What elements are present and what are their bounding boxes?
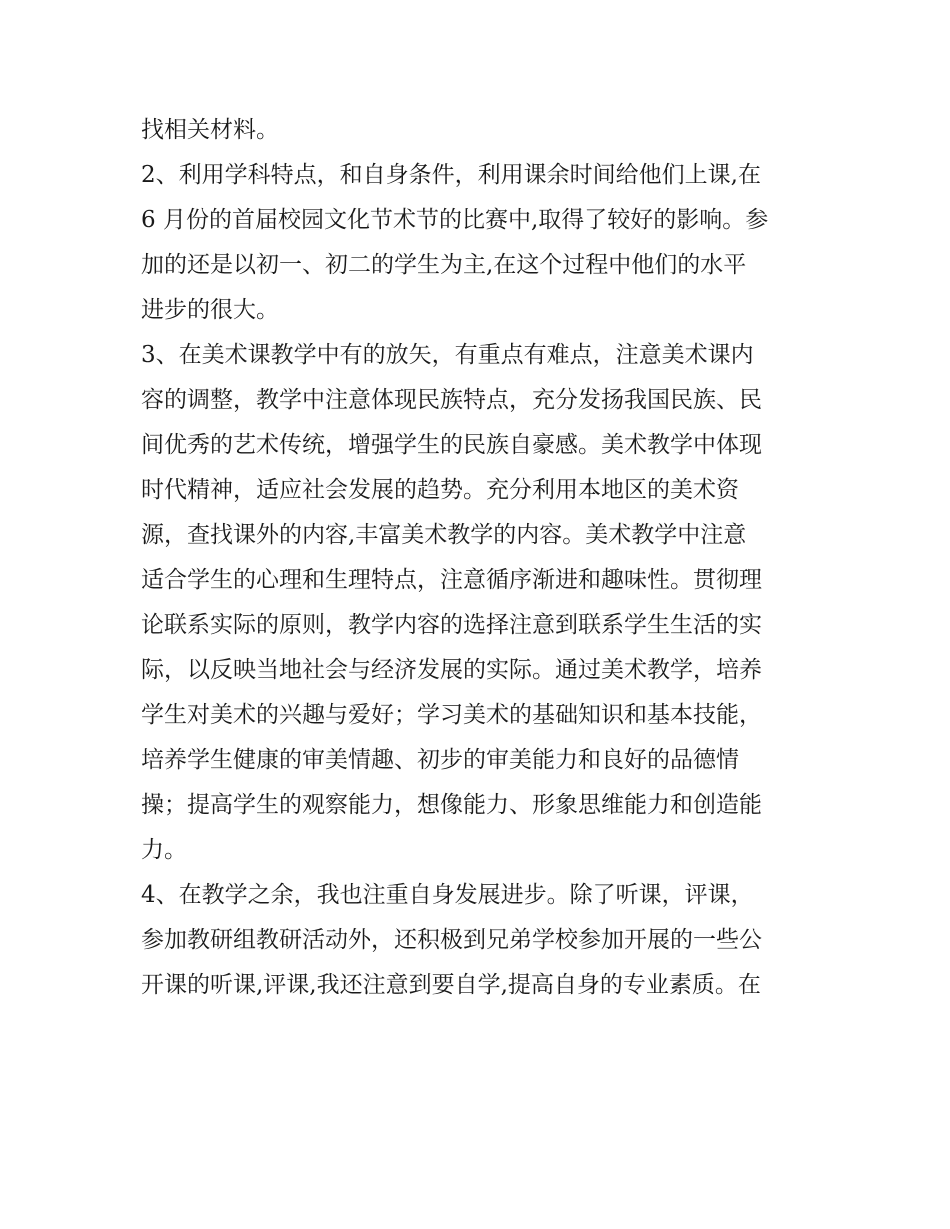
text-line: 时代精神，适应社会发展的趋势。充分利用本地区的美术资 — [141, 477, 739, 503]
text-line: 参加教研组教研活动外，还积极到兄弟学校参加开展的一些公 — [141, 927, 762, 953]
text-line: 找相关材料。 — [141, 117, 279, 143]
text-line: 培养学生健康的审美情趣、初步的审美能力和良好的品德情 — [141, 747, 739, 773]
text-line: 论联系实际的原则，教学内容的选择注意到联系学生生活的实 — [141, 612, 762, 638]
text-line: 6 月份的首届校园文化节术节的比赛中,取得了较好的影响。参 — [141, 207, 769, 233]
text-line: 4、在教学之余，我也注重自身发展进步。除了听课，评课， — [141, 882, 754, 908]
text-line: 源，查找课外的内容,丰富美术教学的内容。美术教学中注意 — [141, 522, 747, 548]
text-line: 间优秀的艺术传统，增强学生的民族自豪感。美术教学中体现 — [141, 432, 762, 458]
text-line: 进步的很大。 — [141, 297, 279, 323]
text-line: 力。 — [141, 837, 187, 863]
text-line: 际，以反映当地社会与经济发展的实际。通过美术教学，培养 — [141, 657, 762, 683]
text-line: 加的还是以初一、初二的学生为主,在这个过程中他们的水平 — [141, 252, 747, 278]
document-body — [141, 108, 821, 1008]
text-line: 2、利用学科特点，和自身条件，利用课余时间给他们上课,在 — [141, 162, 761, 188]
text-line: 开课的听课,评课,我还注意到要自学,提高自身的专业素质。在 — [141, 972, 761, 998]
text-line: 3、在美术课教学中有的放矢，有重点有难点，注意美术课内 — [141, 342, 754, 368]
text-line: 容的调整，教学中注意体现民族特点，充分发扬我国民族、民 — [141, 387, 762, 413]
text-line: 学生对美术的兴趣与爱好；学习美术的基础知识和基本技能， — [141, 702, 762, 728]
text-line: 操；提高学生的观察能力，想像能力、形象思维能力和创造能 — [141, 792, 762, 818]
text-line: 适合学生的心理和生理特点，注意循序渐进和趣味性。贯彻理 — [141, 567, 762, 593]
